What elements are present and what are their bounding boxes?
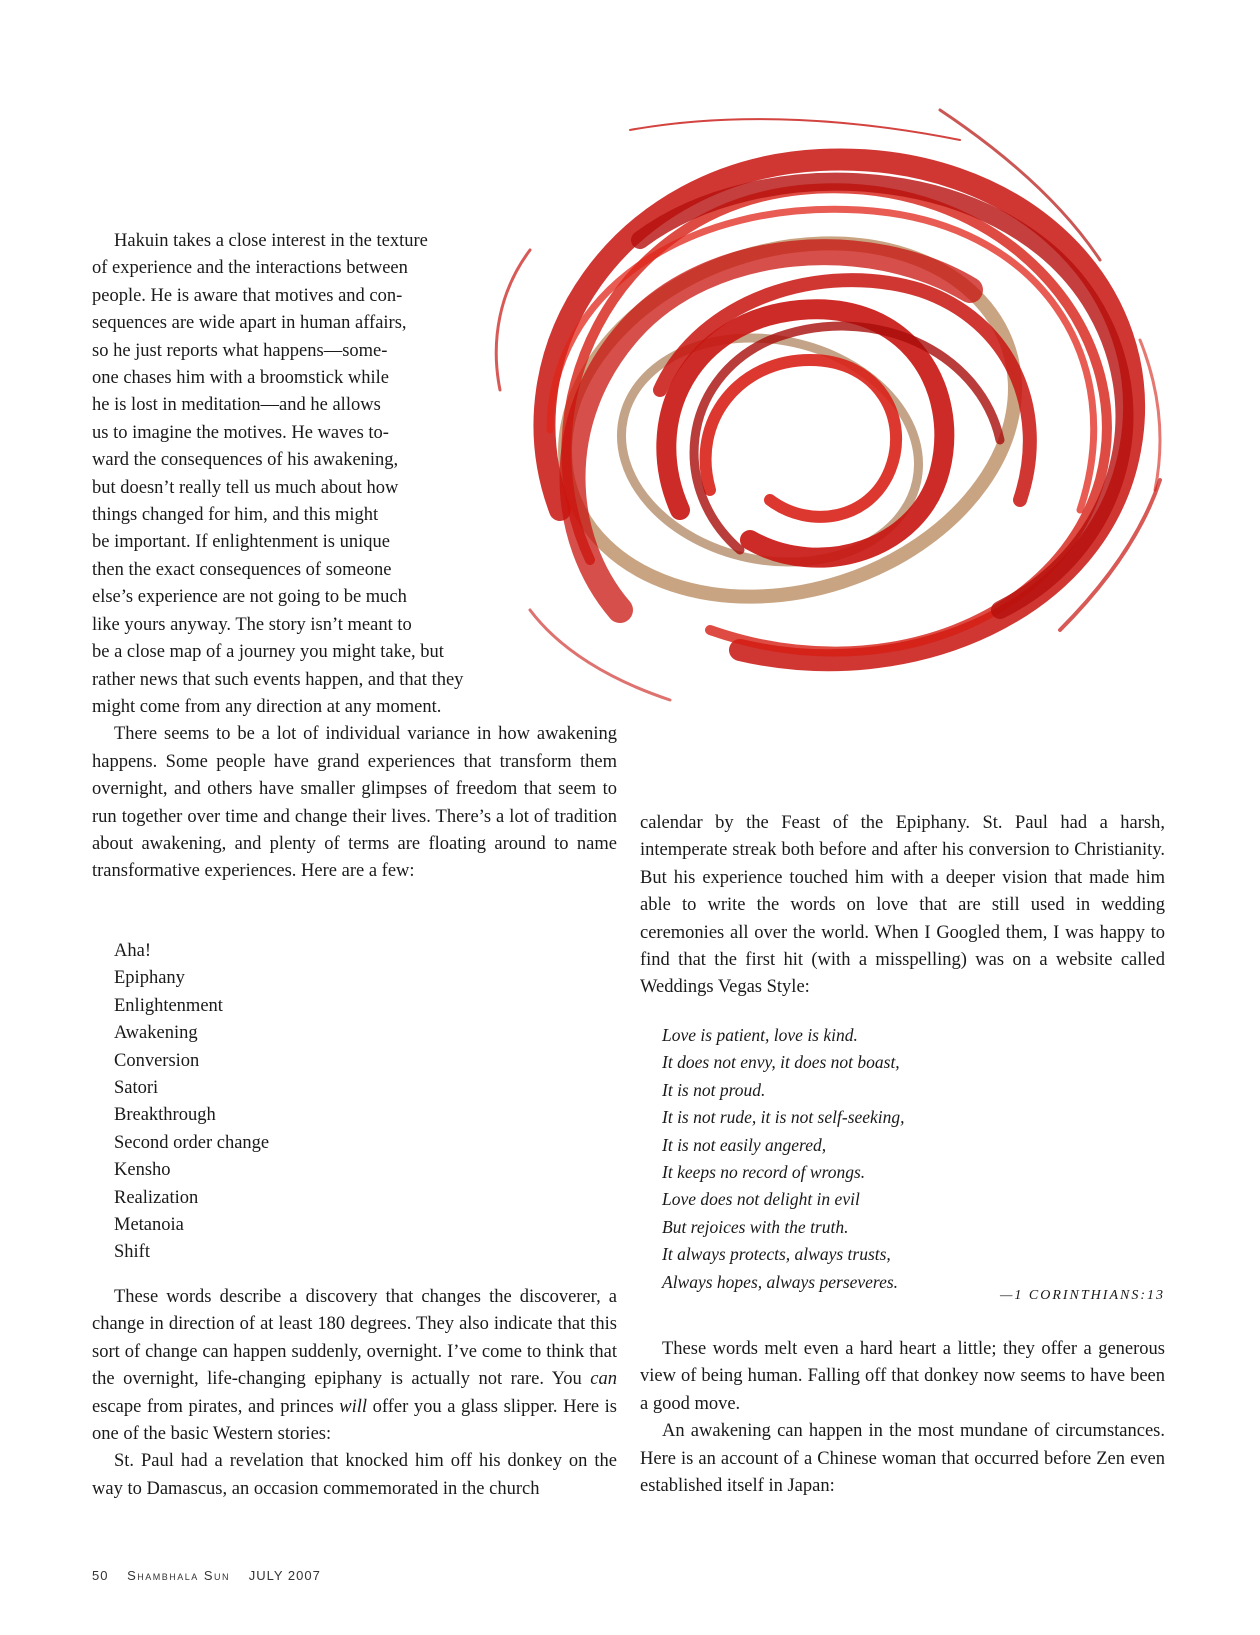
text-line: then the exact consequences of someone [92,559,392,580]
text-line: be important. If enlightenment is unique [92,532,390,553]
paragraph-hard-heart: These words melt even a hard heart a little; they offer a generous view of being human. Falling off that donkey now seems to have been a good move. [640,1339,1165,1414]
paragraph-st-paul: St. Paul had a revelation that knocked him off his donkey on the way to Damascus, an occasion commemorated in the church [92,1451,617,1499]
list-item: Realization [114,1187,199,1208]
page-footer [92,1568,335,1583]
text-line: sequences are wide apart in human affairs, [92,313,407,334]
article-column-right-top [640,810,1165,1002]
article-column-right-bottom [640,1336,1165,1500]
list-item: Second order change [114,1132,270,1153]
list-item: Satori [114,1078,159,1099]
poem-line: Love is patient, love is kind. [662,1025,858,1045]
emphasis-will: will [339,1396,368,1417]
text-line: things changed for him, and this might [92,505,379,526]
quote-attribution: —1 CORINTHIANS:13 [999,1288,1165,1303]
list-item: Enlightenment [114,995,223,1016]
text-line: ward the consequences of his awakening, [92,450,399,471]
article-column-left-bottom [92,1284,617,1503]
list-item: Conversion [114,1050,200,1071]
paragraph-discovery [92,1284,617,1448]
text-line: might come from any direction at any moment. [92,696,442,717]
list-item: Shift [114,1242,150,1263]
list-item: Epiphany [114,968,185,989]
emphasis-can: can [590,1369,617,1390]
text-line: rather news that such events happen, and that they [92,669,464,690]
poem-line: It always protects, always trusts, [662,1244,891,1265]
magazine-name: Shambhala Sun [127,1568,231,1583]
paragraph-epiphany-feast: calendar by the Feast of the Epiphany. St. Paul had a harsh, intemperate streak both before and after his conversion to Christianity. But his experience touched him with a deeper vision that made him able to write the words on love that are still used in wedding ceremonies all over the world. When I Googled them, I was happy to find that the first hit (with a misspelling) was on a website called Weddings Vegas Style: [640,813,1165,998]
poem-line: Love does not delight in evil [662,1189,860,1210]
paragraph-mundane: An awakening can happen in the most mundane of circumstances. Here is an account of a Chinese woman that occurred before Zen even established itself in Japan: [640,1421,1165,1497]
issue-date: JULY 2007 [248,1568,321,1583]
poem-line: It keeps no record of wrongs. [662,1162,866,1183]
text-line: else’s experience are not going to be much [92,587,407,608]
text-line: but doesn’t really tell us much about how [92,477,399,498]
poem-line: It is not proud. [662,1079,766,1100]
poem-line: It is not rude, it is not self-seeking, [662,1107,905,1128]
awakening-terms-list [114,938,269,1267]
list-item: Awakening [114,1023,198,1044]
text-line: us to imagine the motives. He waves to- [92,422,389,443]
poem-line: But rejoices with the truth. [662,1216,849,1237]
text-line: Hakuin takes a close interest in the texture [114,231,428,251]
text-line: like yours anyway. The story isn’t meant to [92,614,412,635]
text-line: one chases him with a broomstick while [92,368,389,389]
text-run: offer you a glass slipper. Here is one of the basic Western stories: [92,1396,618,1445]
list-item: Aha! [114,941,151,961]
poem-line: It is not easily angered, [662,1134,827,1155]
list-item: Kensho [114,1160,171,1181]
text-run: escape from pirates, and princes [92,1396,340,1417]
text-line: of experience and the interactions between [92,258,408,279]
text-line: he is lost in meditation—and he allows [92,395,381,416]
poem-line: Always hopes, always perseveres. [662,1271,899,1292]
list-item: Breakthrough [114,1105,216,1126]
corinthians-quote [662,1022,905,1296]
poem-line: It does not envy, it does not boast, [662,1052,900,1073]
list-item: Metanoia [114,1215,184,1236]
page-number: 50 [92,1568,109,1583]
text-run: These words describe a discovery that changes the discoverer, a change in direction of at least 180 degrees. They also indicate that this sort of change can happen suddenly, overnight. I’ve come to think that the overnight, life-changing epiphany is actually not rare. You [92,1287,617,1390]
article-column-left-top [92,228,617,886]
text-line: people. He is aware that motives and con- [92,285,403,306]
text-line: so he just reports what happens—some- [92,340,388,361]
paragraph-variance: There seems to be a lot of individual variance in how awakening happens. Some people have grand experiences that transform them overnight, and others have smaller glimpses of freedom that seem to run together over time and change their lives. There’s a lot of tradition about awakening, and plenty of terms are floating around to name transformative experiences. Here are a few: [92,724,617,882]
text-line: be a close map of a journey you might take, but [92,642,444,663]
paragraph-hakuin [92,228,617,721]
